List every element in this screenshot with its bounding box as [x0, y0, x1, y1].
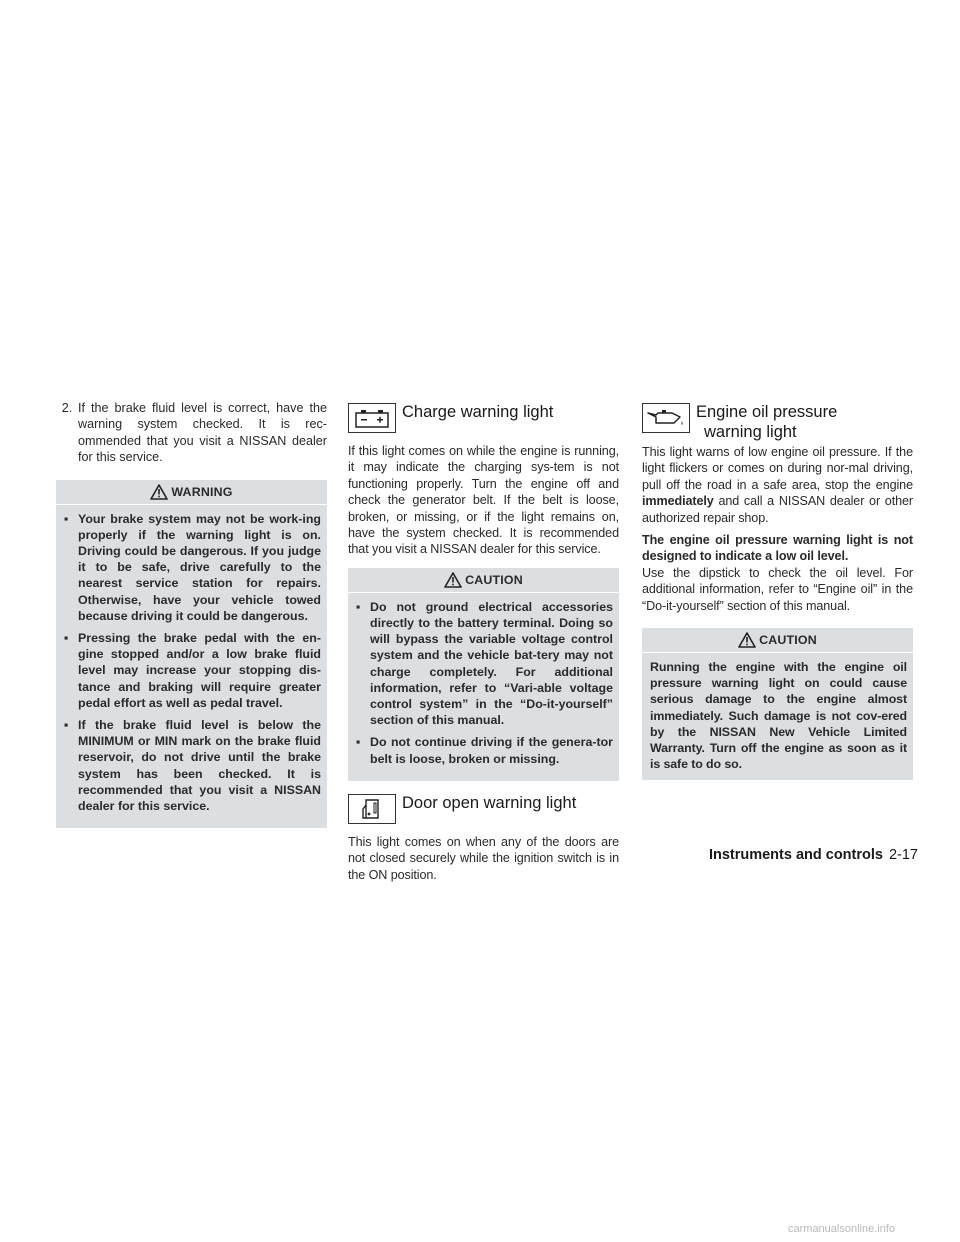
warning-box	[56, 480, 327, 829]
oil-can-icon	[642, 403, 690, 433]
door-open-warning-heading	[348, 793, 619, 824]
caution-item-text: Do not continue driving if the genera-tor belt is loose, broken or missing.	[370, 735, 613, 766]
charge-warning-body: If this light comes on while the engine is running, it may indicate the charging sys-tem is not functioning properly. Turn the engine off and check the generator belt. If the belt is loose, broken, or missing, or if the light remains on, have the system checked. It is recommended that you visit a NISSAN dealer for this service.	[348, 444, 619, 557]
door-open-warning-body: This light comes on when any of the doors are not closed securely while the ignition switch is in the ON position.	[348, 834, 619, 882]
warning-label: WARNING	[171, 484, 233, 499]
engine-oil-title-line1: Engine oil pressure	[696, 403, 838, 421]
caution-heading	[348, 568, 619, 593]
engine-oil-title-line2: warning light	[704, 423, 797, 441]
warning-item	[64, 717, 321, 814]
warning-item-text: If the brake fluid level is below the MINIMUM or MIN mark on the brake fluid reservoir, do not drive until the brake system has been checked. It is recommended that you visit a NISSAN dealer for this service.	[78, 718, 321, 814]
bullet-marker: ▪	[64, 718, 69, 733]
step-number: 2.	[61, 401, 73, 415]
engine-oil-dipstick-text: Use the dipstick to check the oil level. For additional information, refer to “Engine oil” in the “Do-it-yourself” section of this manual.	[642, 565, 913, 613]
caution-label: CAUTION	[759, 633, 817, 648]
bullet-marker: ▪	[356, 599, 361, 614]
warning-heading	[56, 480, 327, 505]
warning-triangle-icon	[150, 484, 168, 500]
charge-warning-title: Charge warning light	[402, 403, 554, 421]
warning-item-text: Your brake system may not be work-ing properly if the warning light is on. Driving could be dangerous. If you judge it to be safe, drive carefully to the nearest service station for repairs. Otherwise, have your vehicle towed because driving it could be dangerous.	[78, 511, 321, 623]
caution-item-text: Do not ground electrical accessories directly to the battery terminal. Doing so will bypass the variable voltage control system and the vehicle bat-tery may not charge completely. For additional information, refer to “Vari-able voltage control system” in the “Do-it-yourself” section of this manual.	[370, 599, 613, 728]
engine-oil-body-after: and call a NISSAN dealer or other authorized repair shop.	[642, 494, 914, 525]
warning-item	[64, 630, 321, 711]
engine-oil-body-before: This light warns of low engine oil pressure. If the light flickers or comes on during nor-mal driving, pull off the road in a safe area, stop the engine	[642, 445, 913, 492]
caution-box	[642, 628, 913, 780]
warning-item	[64, 511, 321, 624]
right-column	[642, 400, 913, 792]
warning-triangle-icon	[738, 632, 756, 648]
left-column	[56, 400, 327, 840]
battery-icon	[348, 403, 396, 433]
charge-warning-heading	[348, 402, 619, 433]
engine-oil-warning-heading	[642, 402, 913, 442]
page-footer	[690, 847, 918, 863]
caution-box	[348, 568, 619, 781]
engine-oil-warning-title	[696, 402, 837, 442]
engine-oil-body-emphasis: immediately	[642, 494, 714, 509]
bullet-marker: ▪	[64, 511, 69, 526]
door-open-icon	[348, 794, 396, 824]
warning-item-text: Pressing the brake pedal with the en-gine stopped and/or a low brake fluid level may increase your stopping dis-tance and braking will require greater pedal effort as well as pedal travel.	[78, 631, 321, 710]
bullet-marker: ▪	[64, 631, 69, 646]
middle-column	[348, 400, 619, 889]
warning-triangle-icon	[444, 572, 462, 588]
door-open-warning-title: Door open warning light	[402, 793, 577, 812]
watermark: carmanualsonline.info	[788, 1223, 896, 1235]
engine-oil-note: The engine oil pressure warning light is not designed to indicate a low oil level.	[642, 533, 913, 564]
page-number: 2-17	[888, 847, 918, 863]
caution-text: Running the engine with the engine oil pressure warning light on could cause serious damage to the engine almost immediately. Such damage is not cov-ered by the NISSAN New Vehicle Limited Warranty. Turn off the engine as soon as it is safe to do so.	[650, 660, 907, 772]
step-2	[56, 400, 327, 466]
bullet-marker: ▪	[356, 735, 361, 750]
footer-section-title: Instruments and controls	[708, 847, 883, 863]
caution-item	[356, 599, 613, 729]
caution-label: CAUTION	[465, 572, 523, 587]
engine-oil-body	[642, 444, 913, 526]
step-text: If the brake fluid level is correct, have the warning system checked. It is rec-ommended that you visit a NISSAN dealer for this service.	[78, 401, 327, 465]
caution-heading	[642, 628, 913, 653]
caution-item	[356, 734, 613, 766]
